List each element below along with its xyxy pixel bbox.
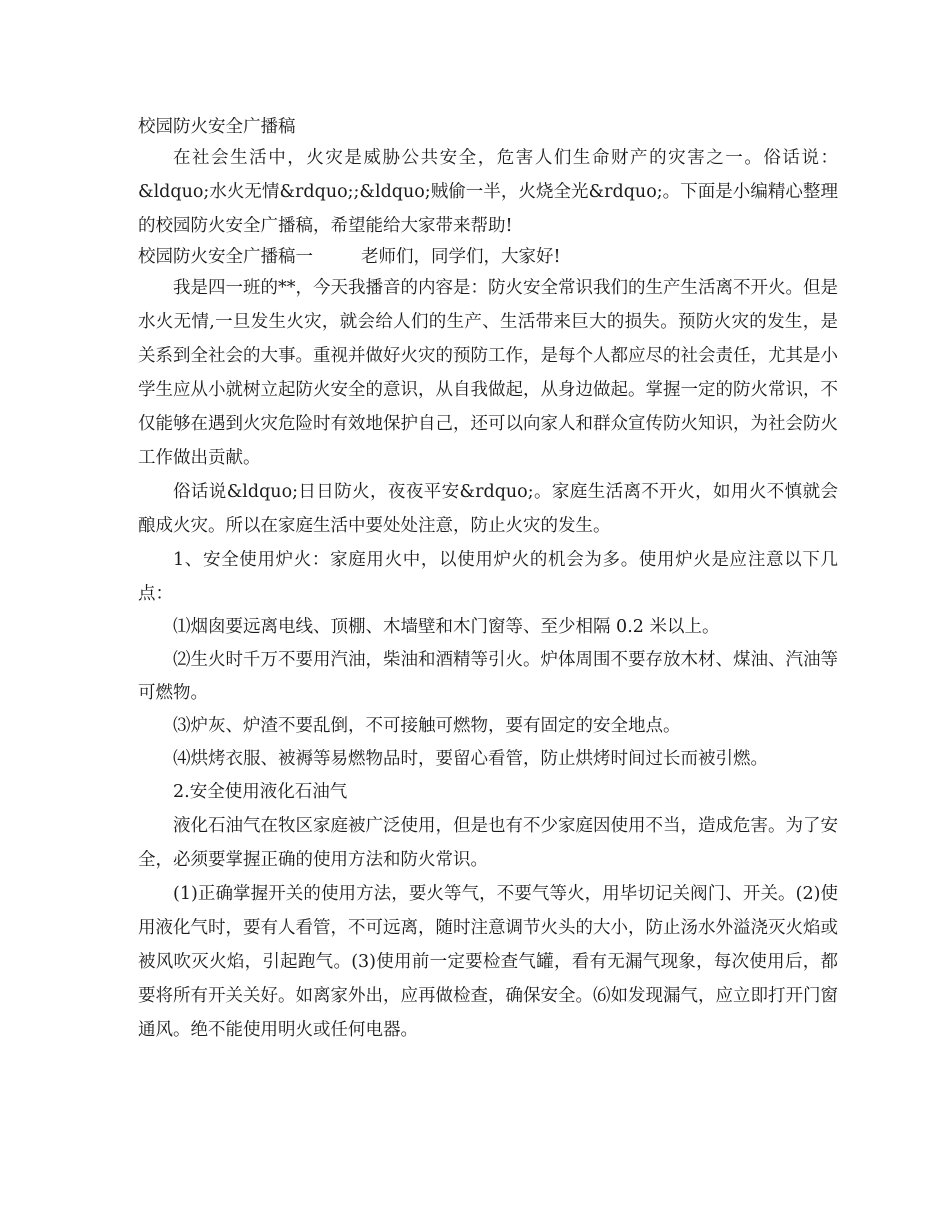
greeting: 老师们，同学们，大家好! <box>361 247 561 267</box>
document-title: 校园防火安全广播稿 <box>138 117 296 137</box>
section-heading-row <box>138 243 838 271</box>
list-item-2: ⑵生火时千万不要用汽油，柴油和酒精等引火。炉体周围不要存放木材、煤油、汽油等可燃物。 <box>138 650 838 703</box>
document-page <box>138 113 838 1047</box>
paragraph-4: 2.安全使用液化石油气 <box>173 782 348 802</box>
paragraph-2: 俗话说&ldquo;日日防火，夜夜平安&rdquo;。家庭生活离不开火，如用火不慎就会酿成火灾。所以在家庭生活中要处处注意，防止火灾的发生。 <box>138 482 838 536</box>
section-heading: 校园防火安全广播稿一 <box>138 247 313 267</box>
paragraph-1: 我是四一班的**，今天我播音的内容是：防火安全常识我们的生产生活离不开火。但是水火无情,一旦发生火灾，就会给人们的生产、生活带来巨大的损失。预防火灾的发生，是关系到全社会的大事。重视并做好火灾的预防工作，是每个人都应尽的社会责任，尤其是小学生应从小就树立起防火安全的意识，从自我做起，从身边做起。掌握一定的防火常识，不仅能够在遇到火灾危险时有效地保护自己，还可以向家人和群众宣传防火知识，为社会防火工作做出贡献。 <box>138 278 838 468</box>
list-item-4: ⑷烘烤衣服、被褥等易燃物品时，要留心看管，防止烘烤时间过长而被引燃。 <box>173 749 768 769</box>
intro-paragraph: 在社会生活中，火灾是威胁公共安全，危害人们生命财产的灾害之一。俗话说：&ldquo;水火无情&rdquo;;&ldquo;贼偷一半，火烧全光&rdquo;。下面是小编精心整理的校园防火安全广播稿，希望能给大家带来帮助! <box>138 148 838 236</box>
paragraph-6: (1)正确掌握开关的使用方法，要火等气，不要气等火，用毕切记关阀门、开关。(2)使用液化气时，要有人看管，不可远离，随时注意调节火头的大小，防止汤水外溢浇灭火焰或被风吹灭火焰，引起跑气。(3)使用前一定要检查气罐，看有无漏气现象，每次使用后，都要将所有开关关好。如离家外出，应再做检查，确保安全。⑹如发现漏气，应立即打开门窗通风。绝不能使用明火或任何电器。 <box>138 884 838 1040</box>
paragraph-5: 液化石油气在牧区家庭被广泛使用，但是也有不少家庭因使用不当，造成危害。为了安全，必须要掌握正确的使用方法和防火常识。 <box>138 816 838 870</box>
list-item-1: ⑴烟囱要远离电线、顶棚、木墙壁和木门窗等、至少相隔 0.2 米以上。 <box>173 617 720 637</box>
paragraph-3: 1、安全使用炉火：家庭用火中，以使用炉火的机会为多。使用炉火是应注意以下几点： <box>138 550 838 604</box>
list-item-3: ⑶炉灰、炉渣不要乱倒，不可接触可燃物，要有固定的安全地点。 <box>173 716 681 736</box>
